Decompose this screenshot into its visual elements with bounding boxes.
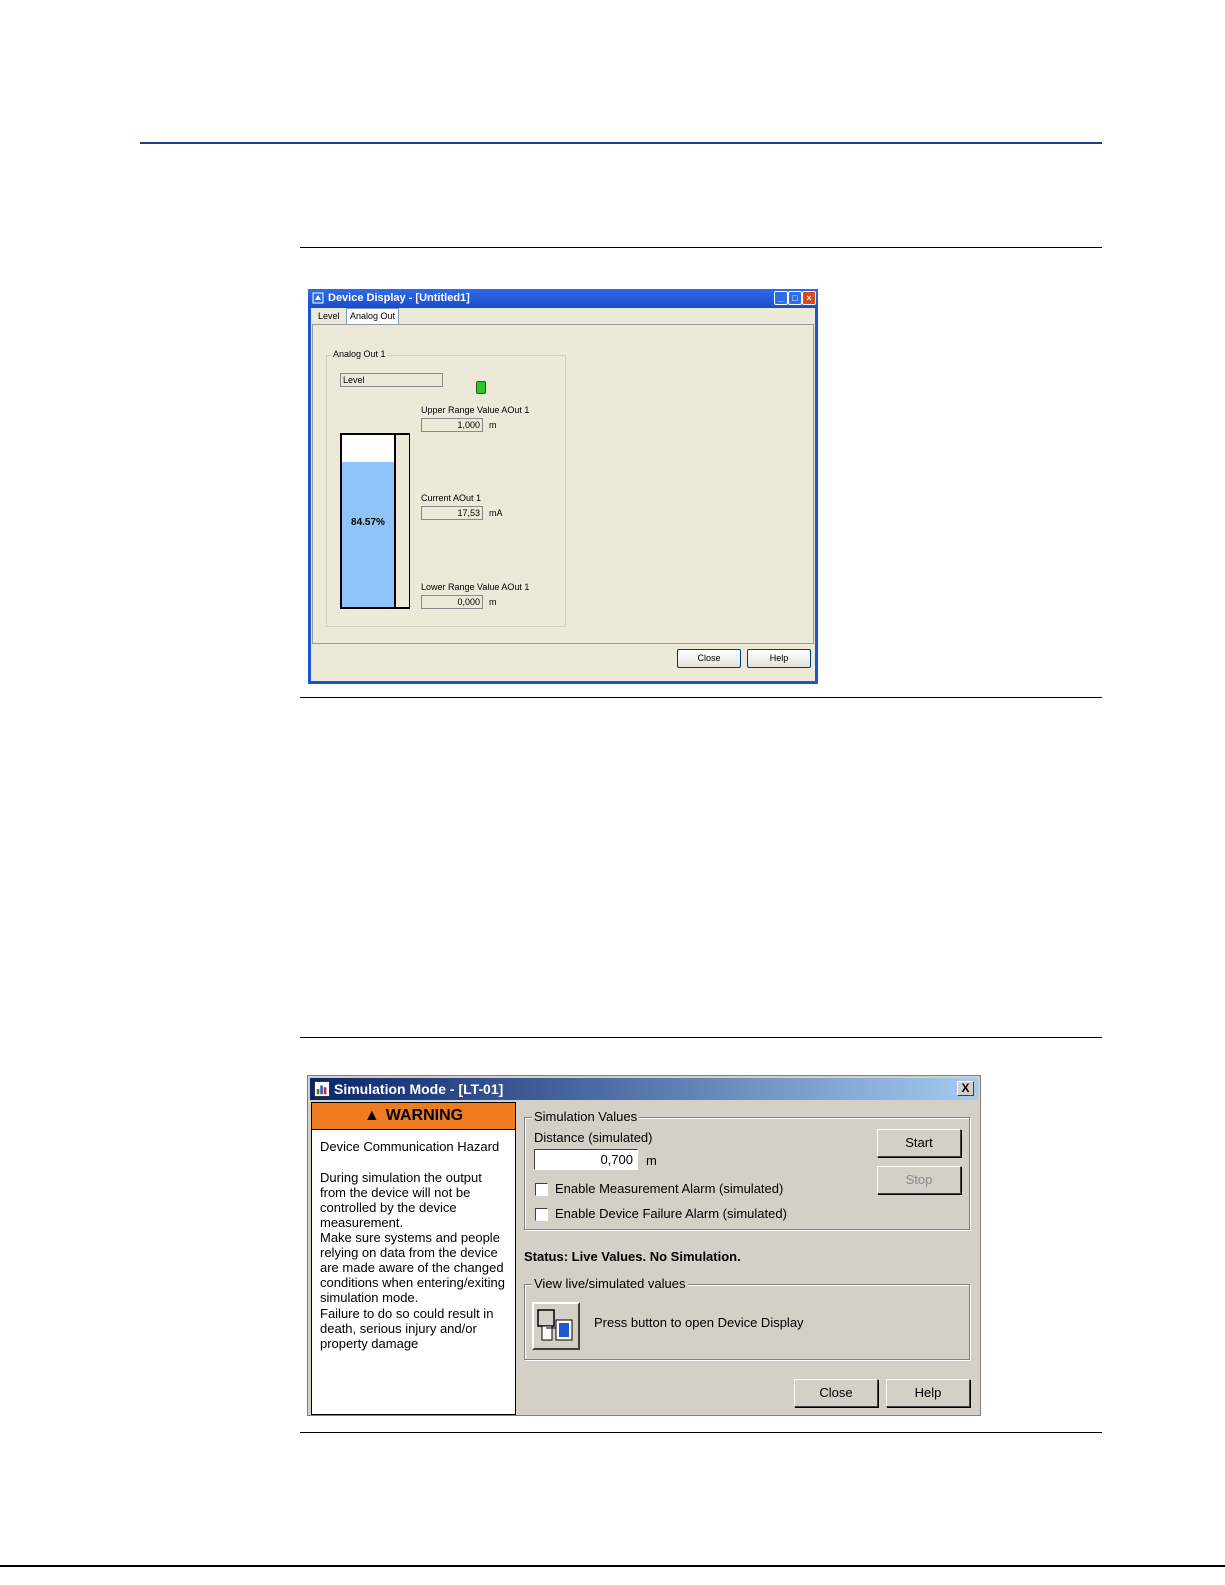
warning-body: During simulation the output from the device will not be controlled by the device measurement. Make sure systems and people relying on data from the device are made aware of the changed conditions when entering/exiting simulation mode. (320, 1170, 506, 1305)
upper-range-value: 1,000 (421, 418, 483, 432)
figure-rule-top (300, 247, 1102, 248)
open-device-display-button[interactable] (532, 1302, 580, 1350)
current-label: Current AOut 1 (421, 493, 482, 503)
stop-button[interactable]: Stop (877, 1166, 961, 1194)
upper-range-label: Upper Range Value AOut 1 (421, 405, 530, 415)
level-percent: 84.57% (351, 517, 385, 528)
close-window-button[interactable] (802, 291, 816, 305)
close-button[interactable]: Close (677, 649, 741, 668)
app-icon (314, 1081, 330, 1097)
level-bar-fill (342, 462, 394, 607)
close-icon: × (806, 293, 812, 303)
close-window-button[interactable] (957, 1081, 974, 1096)
maximize-button[interactable] (788, 291, 802, 305)
figure-rule-bottom (300, 697, 1102, 698)
tab-level[interactable]: Level (318, 311, 340, 321)
warning-header (312, 1103, 515, 1130)
help-button[interactable]: Help (886, 1379, 970, 1407)
upper-range-unit: m (489, 420, 497, 430)
warning-title: Device Communication Hazard (320, 1139, 500, 1154)
lower-tick (396, 607, 410, 609)
simulation-values-label: Simulation Values (534, 1109, 638, 1124)
minimize-icon: _ (778, 293, 784, 303)
warning-panel (311, 1102, 516, 1415)
window-body (311, 308, 815, 681)
source-field: Level (340, 373, 443, 387)
lower-range-label: Lower Range Value AOut 1 (421, 582, 530, 592)
open-display-text: Press button to open Device Display (594, 1315, 804, 1330)
maximize-icon: □ (792, 293, 798, 303)
app-icon (312, 292, 324, 304)
warning-heading: WARNING (385, 1107, 464, 1124)
warning-footer: Failure to do so could result in death, serious injury and/or property damage (320, 1306, 494, 1351)
measurement-alarm-checkbox[interactable] (535, 1183, 548, 1196)
level-bar (340, 433, 396, 609)
distance-unit: m (646, 1153, 657, 1168)
upper-tick (396, 433, 410, 435)
device-display-window (308, 289, 818, 684)
start-button[interactable]: Start (877, 1129, 961, 1157)
close-button[interactable]: Close (794, 1379, 878, 1407)
group-label: Analog Out 1 (333, 349, 386, 359)
close-icon: X (961, 1081, 970, 1095)
distance-input[interactable] (534, 1149, 638, 1170)
scale-line (409, 433, 410, 609)
title-bar[interactable] (308, 289, 818, 308)
failure-alarm-label: Enable Device Failure Alarm (simulated) (555, 1206, 787, 1221)
figure-rule-bottom (300, 1432, 1102, 1433)
figure-rule-top (300, 1037, 1102, 1038)
window-title: Device Display - [Untitled1] (328, 292, 470, 304)
tab-strip (311, 308, 815, 324)
title-bar[interactable] (310, 1078, 978, 1100)
page-bottom-rule (0, 1565, 1225, 1567)
tab-analog-out[interactable]: Analog Out (346, 308, 399, 324)
help-button[interactable]: Help (747, 649, 811, 668)
failure-alarm-checkbox[interactable] (535, 1208, 548, 1221)
simulation-mode-window (307, 1075, 981, 1416)
window-title: Simulation Mode - [LT-01] (334, 1081, 504, 1097)
device-display-icon (534, 1304, 578, 1348)
lower-range-unit: m (489, 597, 497, 607)
top-rule (140, 142, 1102, 144)
button-bar (311, 646, 815, 681)
view-values-label: View live/simulated values (534, 1276, 686, 1291)
lower-range-value: 0,000 (421, 595, 483, 609)
measurement-alarm-label: Enable Measurement Alarm (simulated) (555, 1181, 784, 1196)
minimize-button[interactable] (774, 291, 788, 305)
current-unit: mA (489, 508, 503, 518)
status-led-icon (476, 381, 486, 394)
current-value: 17,53 (421, 506, 483, 520)
distance-label: Distance (simulated) (534, 1130, 653, 1145)
tab-panel (312, 324, 814, 644)
status-text: Status: Live Values. No Simulation. (524, 1249, 741, 1264)
warning-icon: ▲ (363, 1107, 380, 1124)
